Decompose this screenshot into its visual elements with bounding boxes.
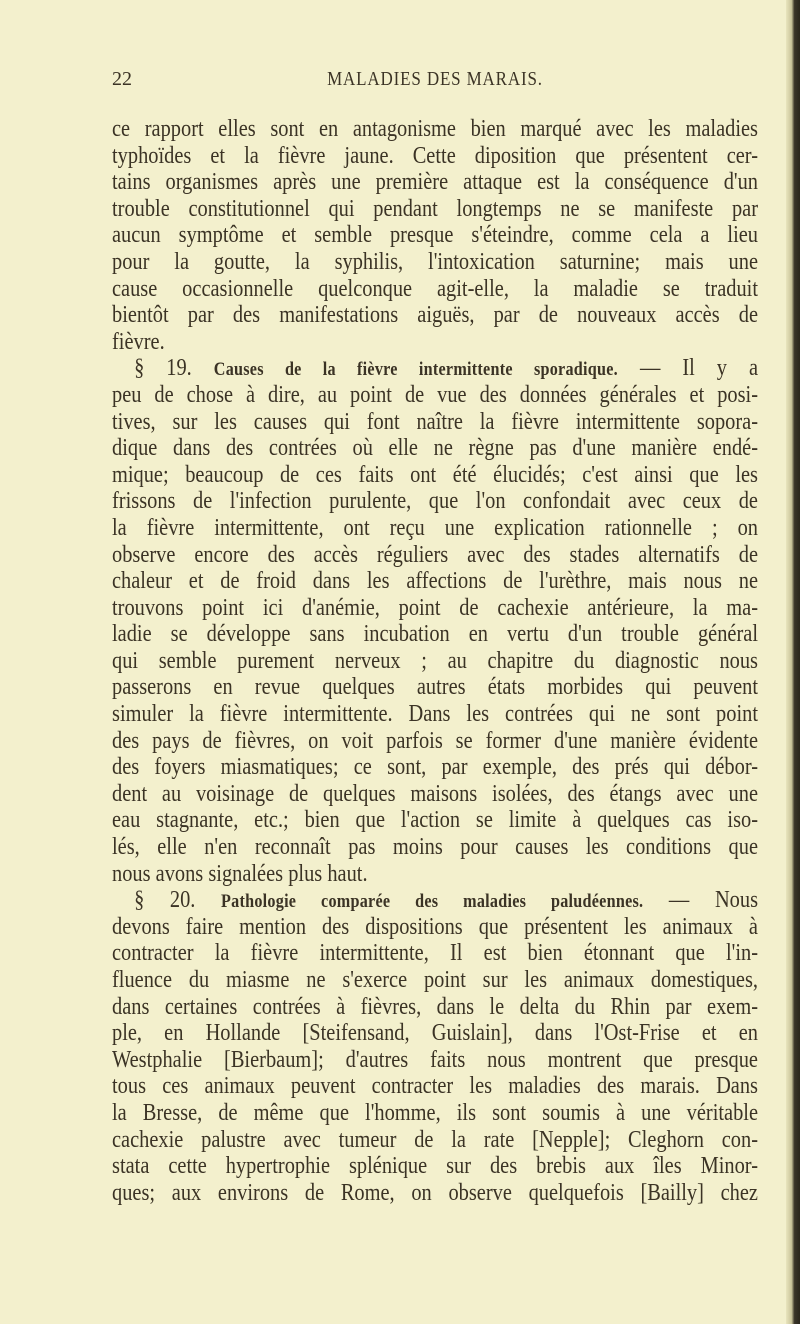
running-header: [110, 68, 760, 98]
text-line: ques; aux environs de Rome, on observe quelquefois [Bailly] chez: [112, 1179, 758, 1206]
section-title: Pathologie comparée des maladies paludéennes.: [221, 891, 644, 913]
text-line: stata cette hypertrophie splénique sur des brebis aux îles Minor-: [112, 1153, 758, 1180]
text-line: qui semble purement nerveux ; au chapitre du diagnostic nous: [112, 647, 758, 674]
section-heading-rest: — Nous: [668, 887, 759, 914]
text-line: trouvons point ici d'anémie, point de cachexie antérieure, la ma-: [112, 594, 758, 621]
text-line: des foyers miasmatiques; ce sont, par exemple, des prés qui débor-: [112, 754, 758, 781]
text-line: ladie se développe sans incubation en vertu d'un trouble général: [112, 621, 758, 648]
text-line: ple, en Hollande [Steifensand, Guislain], dans l'Ost-Frise et en: [112, 1020, 758, 1047]
section-number: § 19.: [134, 355, 192, 382]
text-line: contracter la fièvre intermittente, Il est bien étonnant que l'in-: [112, 940, 758, 967]
text-line: tous ces animaux peuvent contracter les maladies des marais. Dans: [112, 1073, 758, 1100]
text-line: nous avons signalées plus haut.: [112, 860, 368, 887]
text-line: fièvre.: [112, 328, 165, 355]
section-20-heading-line: [112, 887, 758, 914]
text-line: simuler la fièvre intermittente. Dans les contrées qui ne sont point: [112, 701, 758, 728]
text-line: frissons de l'infection purulente, que l'on confondait avec ceux de: [112, 488, 758, 515]
text-line: typhoïdes et la fièvre jaune. Cette diposition que présentent cer-: [112, 142, 758, 169]
text-line: mique; beaucoup de ces faits ont été élucidés; c'est ainsi que les: [112, 461, 758, 488]
running-title: MALADIES DES MARAIS.: [327, 68, 543, 90]
text-line: aucun symptôme et semble presque s'éteindre, comme cela a lieu: [112, 222, 758, 249]
text-line: devons faire mention des dispositions que présentent les animaux à: [112, 913, 758, 940]
text-line: cachexie palustre avec tumeur de la rate [Nepple]; Cleghorn con-: [112, 1126, 758, 1153]
section-19-heading-line: [112, 355, 758, 382]
section-20-body: [112, 914, 758, 1207]
text-line: la Bresse, de même que l'homme, ils sont soumis à une véritable: [112, 1099, 758, 1126]
text-line: tains organismes après une première attaque est la conséquence d'un: [112, 169, 758, 196]
page-body: [112, 116, 758, 1206]
book-spine-edge: [786, 0, 800, 1324]
text-line: lés, elle n'en reconnaît pas moins pour causes les conditions que: [112, 834, 758, 861]
paragraph-continuation: [112, 116, 758, 355]
text-line: dent au voisinage de quelques maisons isolées, des étangs avec une: [112, 780, 758, 807]
text-line: cause occasionnelle quelconque agit-elle, la maladie se traduit: [112, 275, 758, 302]
section-heading-rest: — Il y a: [639, 355, 759, 382]
text-line: dans certaines contrées à fièvres, dans le delta du Rhin par exem-: [112, 993, 758, 1020]
text-line: passerons en revue quelques autres états morbides qui peuvent: [112, 674, 758, 701]
text-line: eau stagnante, etc.; bien que l'action se limite à quelques cas iso-: [112, 807, 758, 834]
text-line: ce rapport elles sont en antagonisme bien marqué avec les maladies: [112, 116, 758, 142]
text-line: trouble constitutionnel qui pendant longtemps ne se manifeste par: [112, 195, 758, 222]
text-line: Westphalie [Bierbaum]; d'autres faits nous montrent que presque: [112, 1046, 758, 1073]
section-number: § 20.: [134, 887, 196, 914]
text-line: chaleur et de froid dans les affections de l'urèthre, mais nous ne: [112, 568, 758, 595]
text-line: tives, sur les causes qui font naître la fièvre intermittente sopora-: [112, 408, 758, 435]
text-line: peu de chose à dire, au point de vue des données générales et posi-: [112, 381, 758, 408]
page-number: 22: [112, 68, 132, 90]
text-line: fluence du miasme ne s'exerce point sur les animaux domestiques,: [112, 967, 758, 993]
text-line: pour la goutte, la syphilis, l'intoxication saturnine; mais une: [112, 248, 758, 275]
text-line: dique dans des contrées où elle ne règne pas d'une manière endé-: [112, 435, 758, 462]
text-line: la fièvre intermittente, ont reçu une explication rationnelle ; on: [112, 514, 758, 541]
text-line: des pays de fièvres, on voit parfois se former d'une manière évidente: [112, 727, 758, 754]
text-line: bientôt par des manifestations aiguës, par de nouveaux accès de: [112, 302, 758, 329]
text-line: observe encore des accès réguliers avec des stades alternatifs de: [112, 541, 758, 568]
section-title: Causes de la fièvre intermittente sporadique.: [213, 359, 618, 381]
section-19-body: [112, 382, 758, 887]
